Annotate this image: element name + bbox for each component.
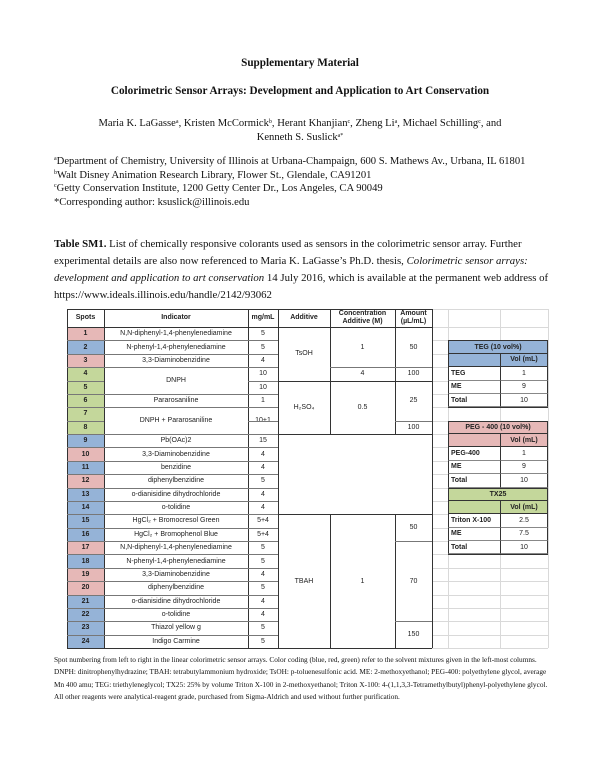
mg-per-ml: 4: [261, 490, 265, 498]
affiliation: *Corresponding author: ksuslick@illinois.edu: [54, 196, 250, 208]
mg-per-ml: 4: [261, 504, 265, 512]
concentration: 0.5: [357, 403, 368, 411]
border: [67, 434, 278, 435]
amount: 70: [409, 577, 418, 585]
authors-line-1: Maria K. LaGasse$^a$, Kristen McCormick$^b$, Herant Khanjian$^c$, Zheng Li$^a$, Michael Schilling$^c$, and: [98, 118, 502, 129]
author-name: Kenneth S. Suslick$^{a*}$: [256, 132, 344, 143]
border: [448, 407, 548, 408]
indicator-name: HgCl₂ + Bromophenol Blue: [134, 530, 218, 538]
mg-per-ml: 5: [261, 637, 265, 645]
gridline: [432, 635, 548, 636]
authors-line-2: [0, 131, 600, 145]
solvent-component: ME: [448, 528, 500, 541]
spot-number: 1: [67, 327, 104, 340]
indicator-name: N-phenyl-1,4-phenylenediamine: [126, 343, 226, 351]
indicator-name: Pb(OAc)2: [160, 437, 192, 445]
border: [67, 554, 278, 555]
spot-number: 14: [67, 501, 104, 514]
solvent-component: Triton X-100: [448, 514, 500, 527]
mg-per-ml: 10: [259, 383, 267, 391]
additive: TsOH: [295, 350, 313, 358]
border: [67, 309, 432, 310]
indicator-name: benzidine: [161, 463, 191, 471]
spot-number: 12: [67, 474, 104, 487]
indicator-name: o-tolidine: [161, 504, 191, 512]
indicator-name: N-phenyl-1,4-phenylenediamine: [126, 557, 226, 565]
gridline: [432, 595, 548, 596]
column-header: mg/mL: [251, 313, 275, 321]
border: [448, 554, 548, 555]
spot-number: 20: [67, 581, 104, 594]
mg-per-ml: 4: [261, 463, 265, 471]
border: [67, 421, 104, 422]
border: [67, 501, 278, 502]
column-header: Indicator: [161, 313, 191, 321]
spot-number: 19: [67, 568, 104, 581]
mg-per-ml: 4: [261, 356, 265, 364]
amount: 150: [407, 631, 420, 639]
solvent-component: ME: [448, 381, 500, 394]
mg-per-ml: 4: [261, 450, 265, 458]
gridline: [432, 327, 548, 328]
affiliations: [54, 155, 525, 209]
spot-number: 5: [67, 381, 104, 394]
border: [67, 407, 278, 408]
affiliation: $^a$Department of Chemistry, University of Illinois at Urbana-Champaign, 600 S. Mathews Av., Urbana, IL 61801: [54, 156, 526, 167]
solvent-volume: 10: [500, 474, 548, 487]
vol-header: Vol (mL): [500, 501, 548, 514]
border: [278, 514, 432, 515]
solvent-volume: 9: [500, 381, 548, 394]
paper-title: Colorimetric Sensor Arrays: Development and Application to Art Conservation: [110, 85, 490, 97]
border: [67, 394, 278, 395]
column-header: Concentration Additive (M): [338, 309, 387, 325]
border: [395, 541, 432, 542]
border: [67, 621, 278, 622]
mg-per-ml: 5: [261, 557, 265, 565]
amount: 100: [407, 370, 420, 378]
solvent-header-blank: [448, 434, 500, 447]
amount: 25: [409, 397, 418, 405]
border: [67, 608, 278, 609]
spot-number: 8: [67, 421, 104, 434]
border: [104, 309, 105, 648]
spot-number: 18: [67, 554, 104, 567]
authors: [0, 117, 600, 145]
border: [67, 488, 278, 489]
solvent-volume: 1: [500, 447, 548, 460]
table-footnote: Spot numbering from left to right in the linear colorimetric sensor arrays. Color coding (blue, red, green) refer to the solvent mixtures given in the left-most columns. DNPH: dinitrophenylhydrazine; TBAH: tetrabutylammonium hydroxide; TsOH: p-toluenesulfonic acid. ME: 2-methoxyethanol; PEG-400: polyethylene glycol, average Mn 400 amu; TEG: triethyleneglycol; TX25: 25% by volume Triton X-100 in 2-methoxyethanol; Triton X-100: 4-(1,1,3,3-Tetramethylbutyl)phenyl-polyethylene glycol. All other reagents were analytical-reagent grade, purchased from Sigma-Aldrich and used without further purification.: [54, 655, 548, 701]
mg-per-ml: 5+4: [257, 530, 269, 538]
border: [67, 541, 278, 542]
border: [432, 309, 433, 648]
author-name: Maria K. LaGasse$^a$: [98, 118, 179, 129]
gridline: [432, 648, 548, 649]
spot-number: 13: [67, 488, 104, 501]
indicator-name: 3,3-Diaminobenzidine: [142, 450, 210, 458]
border: [395, 621, 432, 622]
author-name: Zheng Li$^a$: [355, 118, 398, 129]
concentration: 4: [360, 370, 365, 378]
solvent-volume: 10: [500, 394, 548, 407]
mg-per-ml: 10: [259, 370, 267, 378]
solvent-volume: 10: [500, 541, 548, 554]
vol-header: Vol (mL): [500, 434, 548, 447]
spot-number: 21: [67, 595, 104, 608]
gridline: [548, 309, 549, 648]
blank-area: [279, 435, 432, 514]
border: [330, 367, 432, 368]
border: [67, 381, 104, 382]
border: [67, 367, 278, 368]
mg-per-ml: 5: [261, 343, 265, 351]
border: [67, 354, 278, 355]
gridline: [432, 581, 548, 582]
table-caption: Table SM1. List of chemically responsive colorants used as sensors in the colorimetric sensor array. Further experimental details are also now referenced to Maria K. LaGasse’s Ph.D. thesis, Colorimetric sensor arrays: development and application to art conservation 14 July 2016, which is available at the permanent web address of https://www.ideals.illinois.edu/handle/2142/93062: [54, 238, 549, 301]
mg-per-ml: 5: [261, 624, 265, 632]
spot-number: 23: [67, 621, 104, 634]
border: [67, 447, 278, 448]
solvent-volume: 7.5: [500, 528, 548, 541]
spot-number: 6: [67, 394, 104, 407]
spot-number: 2: [67, 340, 104, 353]
indicator-name: diphenylbenzidine: [147, 477, 205, 485]
solvent-header-blank: [448, 354, 500, 367]
column-header: Spots: [75, 313, 96, 321]
border: [67, 595, 278, 596]
solvent-component: PEG-400: [448, 447, 500, 460]
spot-number: 16: [67, 528, 104, 541]
border: [67, 327, 432, 328]
mg-per-ml: 1: [261, 397, 265, 405]
spot-number: 9: [67, 434, 104, 447]
border: [248, 309, 249, 648]
amount: 100: [407, 423, 420, 431]
mg-per-ml: 5: [261, 544, 265, 552]
mg-per-ml: 5: [261, 330, 265, 338]
solvent-component: Total: [448, 394, 500, 407]
solvent-title: PEG - 400 (10 vol%): [448, 421, 548, 434]
border: [248, 421, 278, 422]
border: [278, 381, 432, 382]
column-header: Additive: [290, 313, 318, 321]
indicator-name: o-dianisidine dihydrochloride: [131, 490, 221, 498]
spot-number: 4: [67, 367, 104, 380]
author-name: Michael Schilling$^c$: [402, 118, 481, 129]
additive: H₂SO₄: [293, 403, 315, 411]
spot-number: 11: [67, 461, 104, 474]
gridline: [432, 608, 548, 609]
mg-per-ml: 5+4: [257, 517, 269, 525]
concentration: 1: [360, 577, 365, 585]
solvent-component: Total: [448, 541, 500, 554]
border: [67, 340, 278, 341]
solvent-volume: 1: [500, 367, 548, 380]
border: [67, 309, 68, 648]
mg-per-ml: 4: [261, 611, 265, 619]
border: [67, 568, 278, 569]
solvent-title: TEG (10 vol%): [448, 340, 548, 353]
column-header: Amount (µL/mL): [400, 309, 427, 325]
solvent-component: Total: [448, 474, 500, 487]
indicator-name: DNPH: [166, 377, 186, 384]
indicator-name: diphenylbenzidine: [147, 584, 205, 592]
gridline: [432, 621, 548, 622]
solvent-component: TEG: [448, 367, 500, 380]
affiliation: $^c$Getty Conservation Institute, 1200 Getty Center Dr., Los Angeles, CA 90049: [54, 183, 383, 194]
spot-number: 3: [67, 354, 104, 367]
spot-number: 17: [67, 541, 104, 554]
solvent-volume: 9: [500, 461, 548, 474]
border: [67, 474, 278, 475]
page-title: Supplementary Material: [241, 57, 359, 69]
caption-label: Table SM1.: [54, 238, 107, 250]
border: [67, 528, 278, 529]
spot-number: 10: [67, 447, 104, 460]
solvent-component: ME: [448, 461, 500, 474]
indicator-name: N,N-diphenyl-1,4-phenylenediamine: [120, 330, 232, 338]
indicator-name: 3,3-Diaminobenzidine: [142, 570, 210, 578]
vol-header: Vol (mL): [500, 354, 548, 367]
indicator-name: HgCl₂ + Bromocresol Green: [132, 517, 220, 525]
indicator-name: Thiazol yellow g: [151, 624, 201, 632]
spot-number: 15: [67, 514, 104, 527]
mg-per-ml: 4: [261, 597, 265, 605]
solvent-header-blank: [448, 501, 500, 514]
indicator-name: N,N-diphenyl-1,4-phenylenediamine: [120, 544, 232, 552]
border: [67, 635, 278, 636]
indicator-name: Pararosaniline: [153, 397, 199, 405]
author-name: Kristen McCormick$^b$: [183, 118, 272, 129]
spot-number: 7: [67, 407, 104, 420]
border: [67, 461, 278, 462]
author-name: Herant Khanjian$^c$: [277, 118, 351, 129]
affiliation: $^b$Walt Disney Animation Research Library, Flower St., Glendale, CA91201: [54, 169, 372, 181]
gridline: [432, 568, 548, 569]
spot-number: 22: [67, 608, 104, 621]
concentration: 1: [360, 343, 365, 351]
amount: 50: [409, 524, 418, 532]
mg-per-ml: 4: [261, 570, 265, 578]
border: [395, 421, 432, 422]
mg-per-ml: 5: [261, 477, 265, 485]
indicator-name: 3,3-Diaminobenzidine: [142, 356, 210, 364]
solvent-title: TX25: [448, 488, 548, 501]
gridline: [432, 309, 548, 310]
additive: TBAH: [294, 577, 314, 585]
border: [67, 581, 278, 582]
solvent-volume: 2.5: [500, 514, 548, 527]
border: [248, 381, 278, 382]
mg-per-ml: 15: [259, 437, 267, 445]
border: [67, 648, 432, 649]
indicator-name: DNPH + Pararosaniline: [139, 417, 213, 425]
indicator-name: o-tolidine: [161, 611, 191, 619]
border: [67, 514, 278, 515]
spot-number: 24: [67, 635, 104, 648]
indicator-name: Indigo Carmine: [152, 637, 200, 645]
indicator-name: o-dianisidine dihydrochloride: [131, 597, 221, 605]
mg-per-ml: 5: [261, 584, 265, 592]
thesis-title: Colorimetric sensor arrays: development and application to art conservation: [54, 255, 528, 284]
amount: 50: [409, 343, 418, 351]
